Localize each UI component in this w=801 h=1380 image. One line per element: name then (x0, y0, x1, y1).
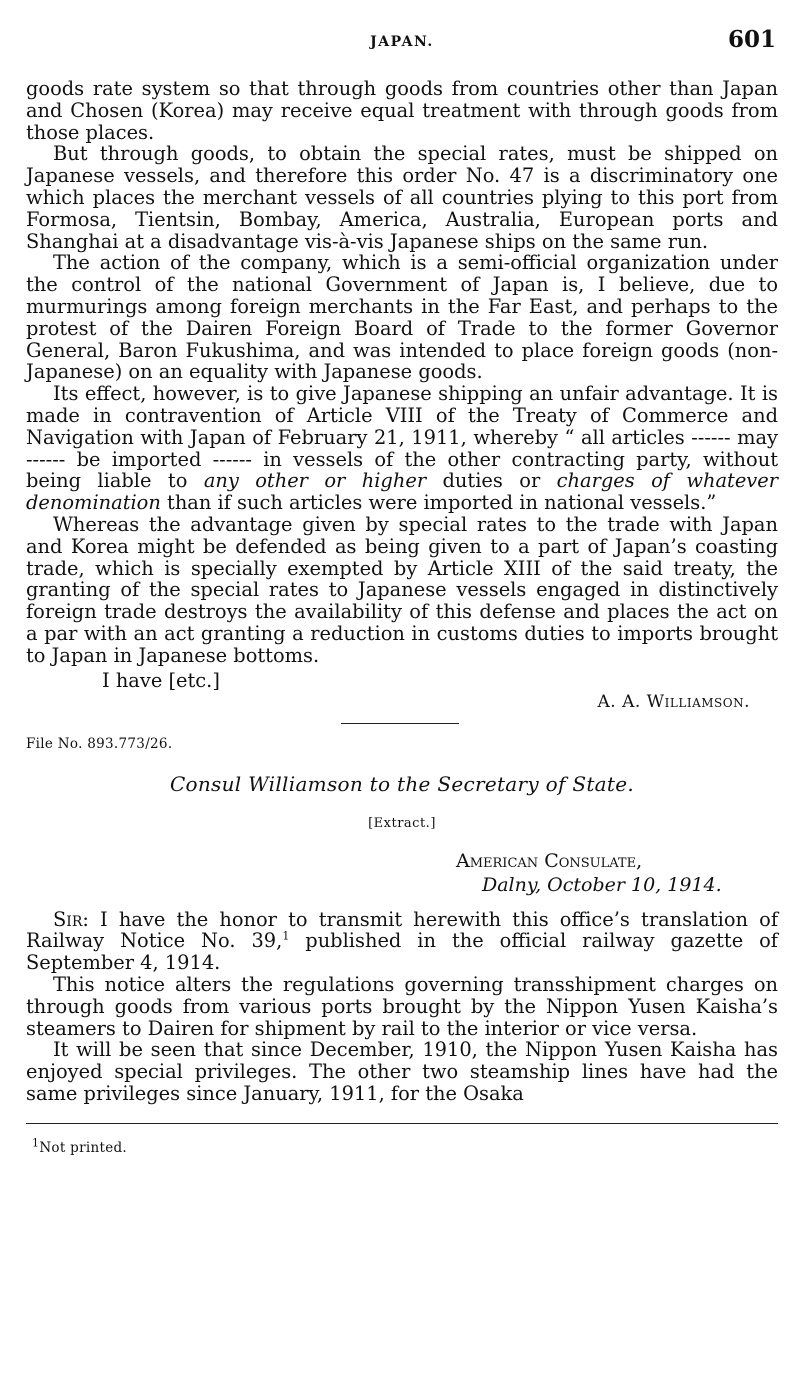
text-run: duties or (426, 469, 557, 493)
text-run: Its effect, however, is to give Japanese shipping an unfair advantage. It is made in contravention of Article VIII of the Treaty of Commerce and Navigation with Japan of February 21, 1911, whereby “ all articles ------ may ------ be imported ------ in vessels of the other contracting party, without being liable to (26, 382, 778, 493)
signature: A. A. Williamson. (597, 691, 750, 712)
text-run: published in the official railway gazette of September 4, 1914. (26, 929, 778, 975)
paragraph: The action of the company, which is a semi-official organization under the control of the national Government of Japan is, I believe, due to murmurings among foreign merchants in the Far East, and perhaps to the protest of the Dairen Foreign Board of Trade to the former Governor General, Baron Fukushima, and was intended to place foreign goods (non-Japanese) on an equality with Japanese goods. (26, 251, 778, 384)
extract-label: [Extract.] (368, 815, 436, 831)
address-line: American Consulate, (456, 849, 643, 872)
address-block (456, 849, 778, 897)
section-divider (341, 723, 459, 724)
document-title: Consul Williamson to the Secretary of State. (169, 771, 635, 796)
footnote-divider (26, 1123, 778, 1124)
date-line: Dalny, October 10, 1914. (482, 873, 722, 896)
paragraph: Whereas the advantage given by special rates to the trade with Japan and Korea might be defended as being given to a part of Japan’s coasting trade, which is specially exempted by Article XIII of the said treaty, the granting of the special rates to Japanese vessels engaged in distinctively foreign trade destroys the availability of this defense and places the act on a par with an act granting a reduction in customs duties to imports brought to Japan in Japanese bottoms. (26, 512, 778, 667)
text-run: than if such articles were imported in national vessels.” (160, 491, 717, 515)
page-number: 601 (727, 26, 776, 53)
text-run: : I have the honor to transmit herewith this office’s translation of Railway Notice No. 39, (26, 907, 778, 953)
italic-phrase: charges of whatever denomination (26, 469, 778, 515)
running-head: JAPAN. (370, 34, 434, 50)
paragraph: This notice alters the regulations governing transshipment charges on through goods from various ports brought by the Nippon Yusen Kaisha’s steamers to Dairen for shipment by rail to the interior or vice versa. (26, 972, 778, 1040)
page-header (26, 18, 778, 58)
paragraph: But through goods, to obtain the special rates, must be shipped on Japanese vessels, and therefore this order No. 47 is a discriminatory one which places the merchant vessels of all countries plying to this port from Formosa, Tientsin, Bombay, America, Australia, European ports and Shanghai at a disadvantage vis-à-vis Japanese ships on the same run. (26, 142, 778, 253)
closing: I have [etc.] (102, 668, 220, 692)
paragraph (26, 909, 778, 974)
body-text (26, 77, 778, 712)
paragraph: goods rate system so that through goods from countries other than Japan and Chosen (Korea) may receive equal treatment with through goods from those places. (26, 77, 778, 144)
paragraph (26, 383, 778, 514)
footnote-text: Not printed. (39, 1139, 128, 1156)
signature-block (26, 668, 778, 712)
salutation: Sir (53, 907, 83, 931)
letter-body (26, 909, 778, 1105)
italic-phrase: any other or higher (203, 469, 427, 493)
file-number: File No. 893.773/26. (26, 735, 173, 752)
document-page (26, 18, 778, 1156)
footnote-ref: 1 (282, 929, 290, 943)
paragraph: It will be seen that since December, 1910, the Nippon Yusen Kaisha has enjoyed special privileges. The other two steamship lines have had the same privileges since January, 1911, for the Osaka (26, 1038, 778, 1105)
footnote (32, 1136, 778, 1156)
footnote-marker: 1 (32, 1136, 40, 1150)
